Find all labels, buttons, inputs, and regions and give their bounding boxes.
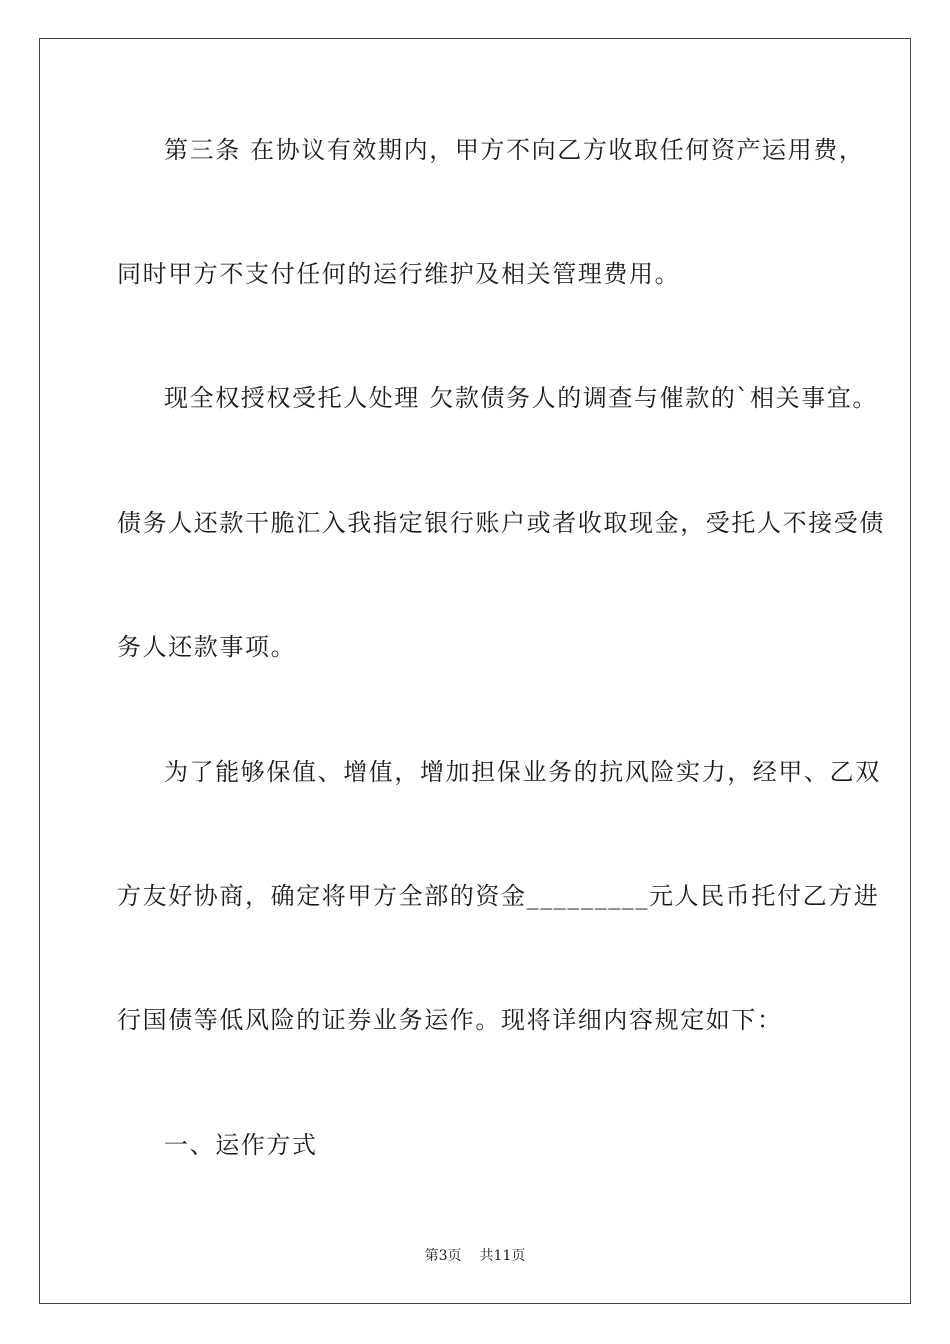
- paragraph-line: 为了能够保值、增值，增加担保业务的抗风险实力，经甲、乙双: [164, 758, 881, 786]
- paragraph-line: 方友好协商，确定将甲方全部的资金_________元人民币托付乙方进: [117, 882, 880, 910]
- paragraph-line: 务人还款事项。: [117, 633, 297, 661]
- section-heading: 一、运作方式: [164, 1131, 318, 1159]
- paragraph-line: 现全权授权受托人处理 欠款债务人的调查与催款的`相关事宜。: [164, 384, 879, 412]
- page-number: 第3页: [424, 1248, 462, 1264]
- page-total: 共11页: [479, 1248, 526, 1264]
- page-frame: [39, 38, 911, 1304]
- paragraph-line: 第三条 在协议有效期内，甲方不向乙方收取任何资产运用费，: [164, 136, 865, 164]
- page-footer: [0, 1246, 950, 1266]
- paragraph-line: 同时甲方不支付任何的运行维护及相关管理费用。: [117, 260, 681, 288]
- paragraph-line: 行国债等低风险的证券业务运作。现将详细内容规定如下：: [117, 1006, 783, 1034]
- paragraph-line: 债务人还款干脆汇入我指定银行账户或者收取现金，受托人不接受债: [117, 509, 885, 537]
